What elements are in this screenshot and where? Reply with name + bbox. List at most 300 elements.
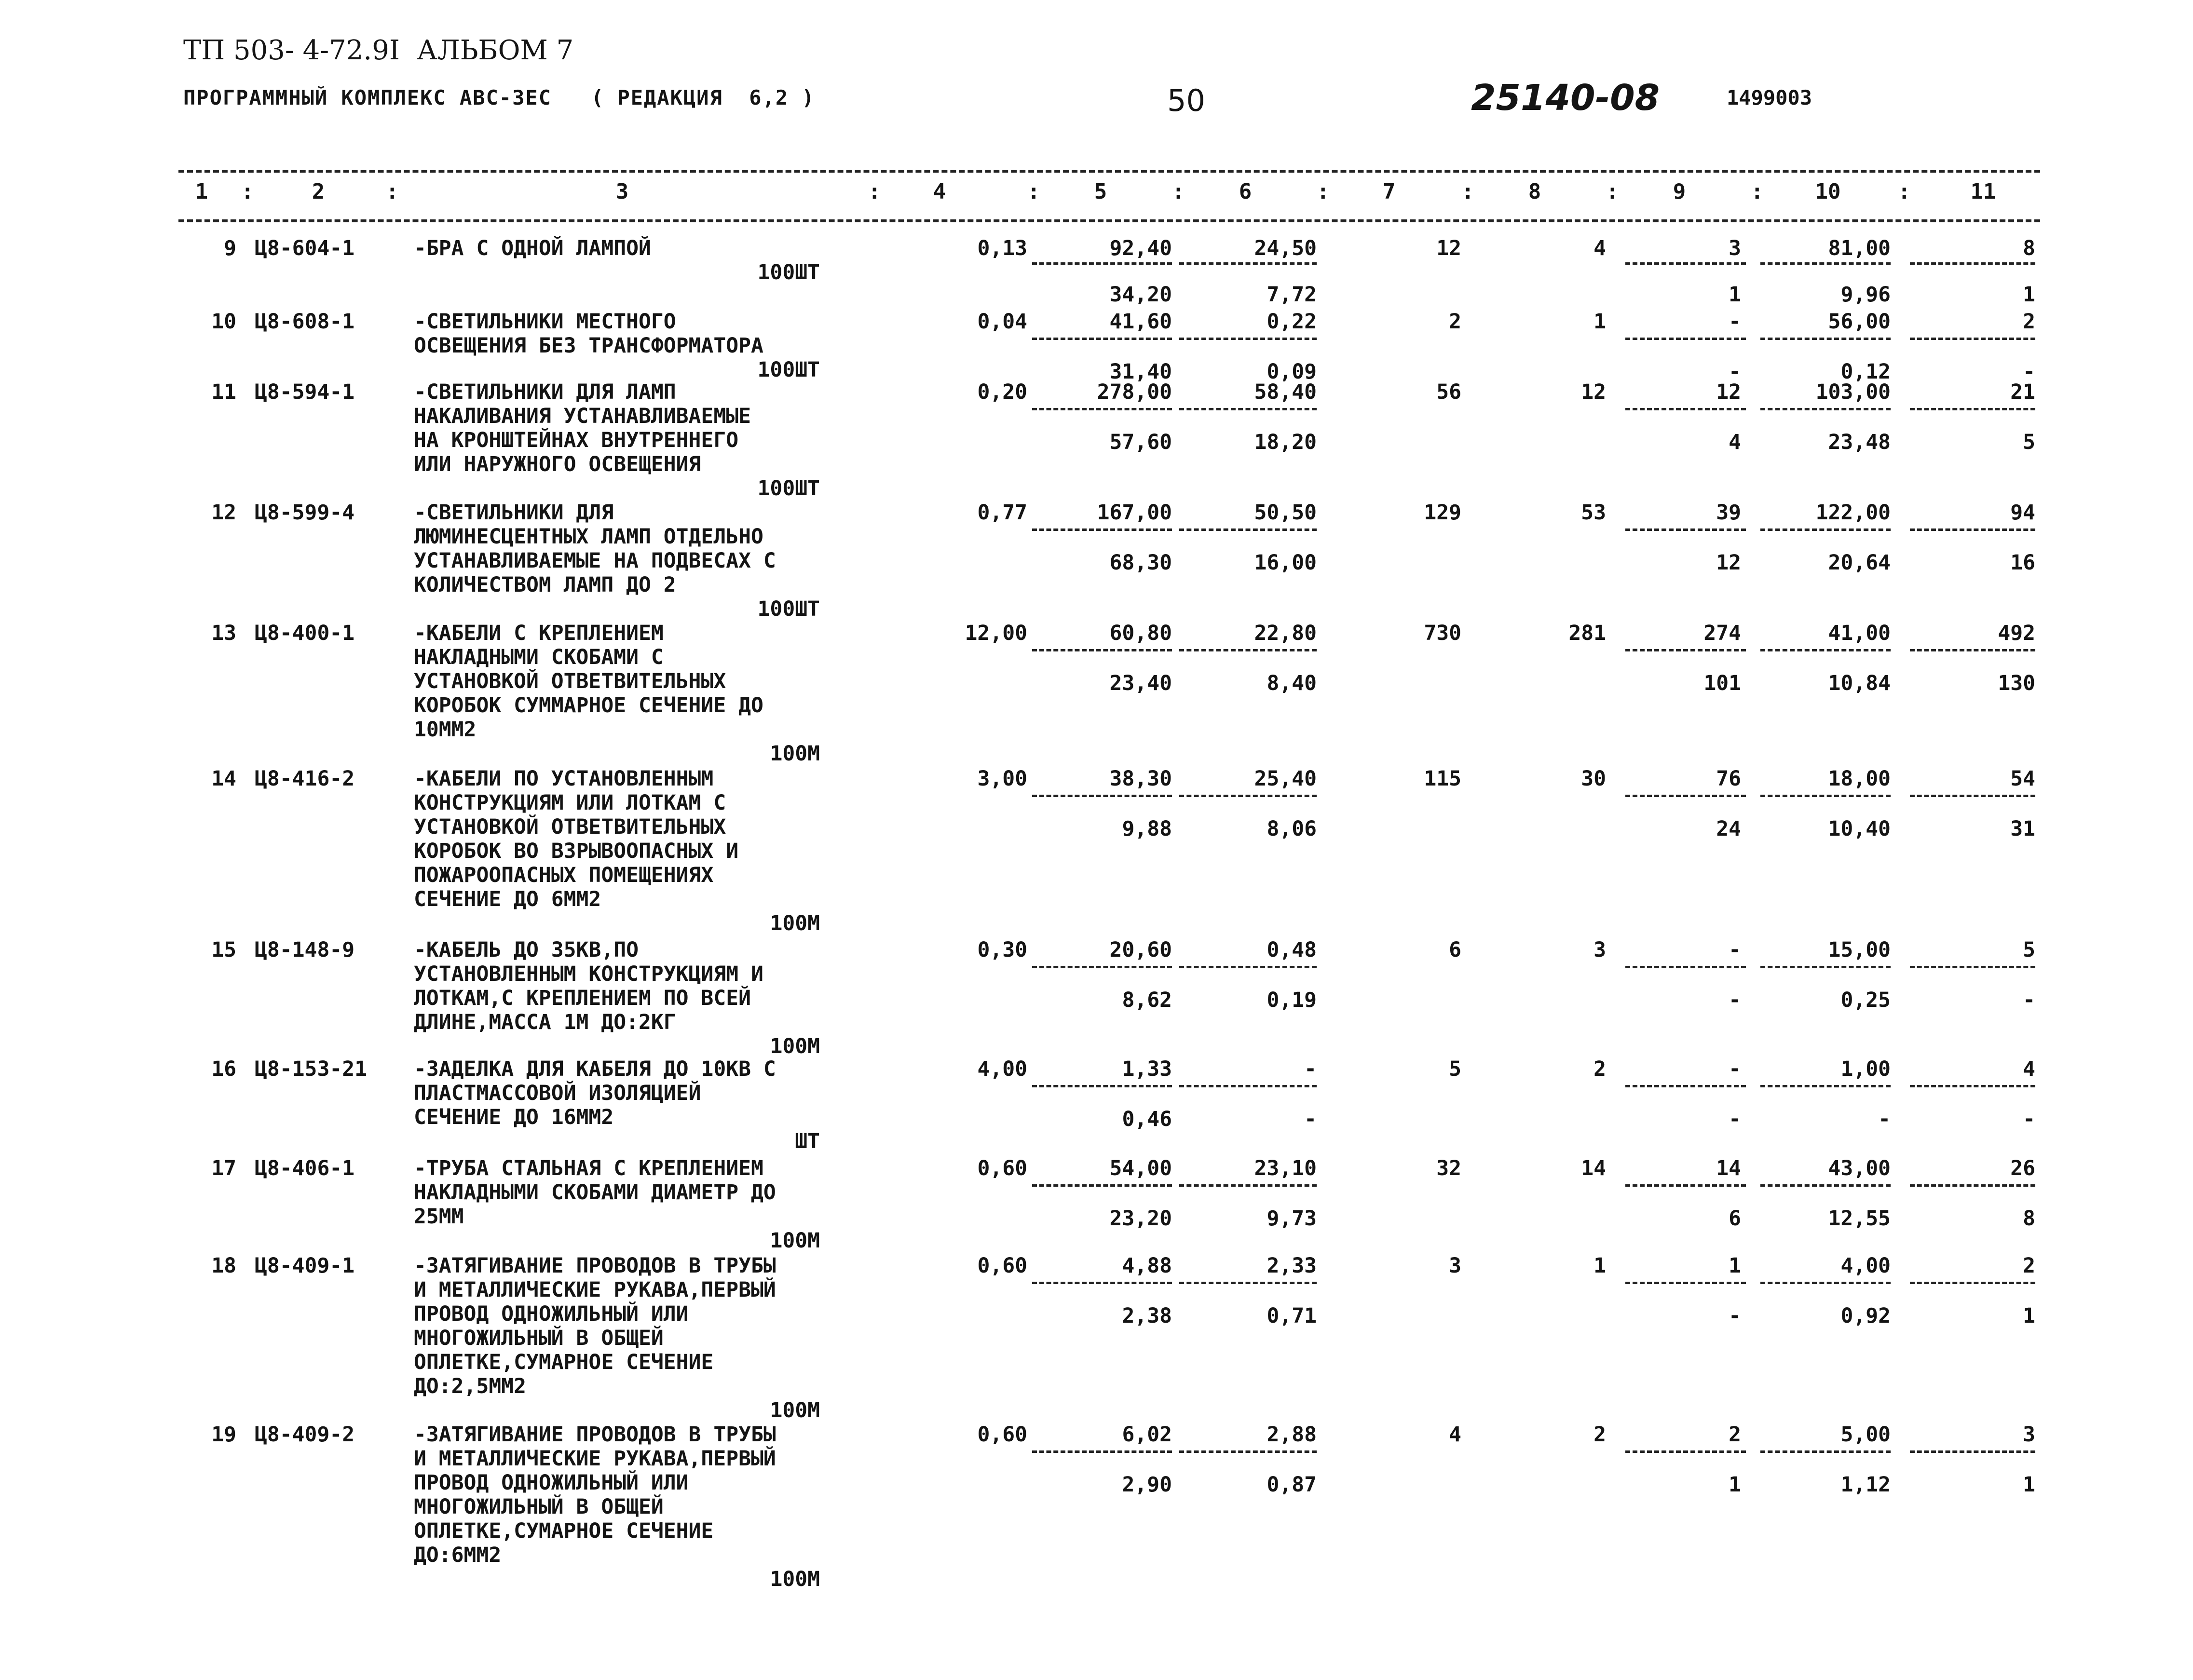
column-header: 1 (195, 179, 208, 204)
unit-cost-labor: 0,46 (1122, 1107, 1172, 1131)
total-cost: 4 (1449, 1423, 1461, 1447)
sub-rule (1032, 795, 1172, 797)
column-header: 4 (933, 179, 946, 204)
unit-cost-operators: 0,87 (1267, 1473, 1317, 1497)
sub-rule (1760, 338, 1891, 340)
labor-total: 54 (2010, 767, 2035, 791)
description-line: -СВЕТИЛЬНИКИ ДЛЯ (414, 501, 614, 525)
unit-cost-total: 278,00 (1097, 380, 1172, 404)
total-cost: 56 (1436, 380, 1461, 404)
sub-rule (1760, 1184, 1891, 1187)
labor-total-operators: 31 (2010, 817, 2035, 841)
sub-rule (1032, 1085, 1172, 1087)
row-number: 13 (211, 621, 236, 645)
unit-of-measure: 100М (770, 1034, 820, 1058)
description-line: УСТАНАВЛИВАЕМЫЕ НА ПОДВЕСАХ С (414, 549, 776, 573)
quantity: 0,04 (977, 310, 1027, 334)
sub-rule (1760, 795, 1891, 797)
description-line: ОПЛЕТКЕ,СУМАРНОЕ СЕЧЕНИЕ (414, 1350, 714, 1374)
rate-code: Ц8-400-1 (255, 621, 355, 645)
column-separator: : (1751, 179, 1764, 204)
sub-rule (1910, 795, 2035, 797)
sub-rule (1910, 1085, 2035, 1087)
sub-rule (1910, 528, 2035, 531)
labor-total-operators: - (2023, 1107, 2035, 1131)
labor-total-operators: - (2023, 360, 2035, 384)
column-header: 2 (312, 179, 325, 204)
sub-rule (1760, 528, 1891, 531)
description-line: И МЕТАЛЛИЧЕСКИЕ РУКАВА,ПЕРВЫЙ (414, 1447, 776, 1471)
unit-of-measure: 100М (770, 742, 820, 766)
sub-rule (1910, 408, 2035, 410)
total-cost: 730 (1424, 621, 1461, 645)
description-line: -ЗАТЯГИВАНИЕ ПРОВОДОВ В ТРУБЫ (414, 1254, 776, 1278)
description-line: КОРОБОК СУММАРНОЕ СЕЧЕНИЕ ДО (414, 693, 763, 718)
labor-per-unit-operators: 23,48 (1828, 430, 1891, 454)
rate-code: Ц8-406-1 (255, 1156, 355, 1180)
description-line: КОНСТРУКЦИЯМ ИЛИ ЛОТКАМ С (414, 791, 726, 815)
description-line: ПРОВОД ОДНОЖИЛЬНЫЙ ИЛИ (414, 1471, 689, 1495)
description-line: ИЛИ НАРУЖНОГО ОСВЕЩЕНИЯ (414, 452, 701, 476)
unit-cost-labor: 8,62 (1122, 988, 1172, 1012)
description-line: МНОГОЖИЛЬНЫЙ В ОБЩЕЙ (414, 1326, 664, 1350)
operator-wages: - (1729, 988, 1741, 1012)
sub-rule (1625, 528, 1746, 531)
description-line: -БРА С ОДНОЙ ЛАМПОЙ (414, 236, 651, 260)
description-line: ДО:6ММ2 (414, 1543, 502, 1567)
machine-cost: 2 (1729, 1423, 1741, 1447)
description-line: -ЗАТЯГИВАНИЕ ПРОВОДОВ В ТРУБЫ (414, 1423, 776, 1447)
labor-total: 5 (2023, 938, 2035, 962)
unit-cost-machines: 24,50 (1254, 236, 1317, 260)
unit-cost-labor: 23,20 (1109, 1206, 1172, 1231)
sub-rule (1760, 408, 1891, 410)
labor-per-unit-operators: 10,40 (1828, 817, 1891, 841)
labor-per-unit: 4,00 (1840, 1254, 1891, 1278)
work-description (414, 380, 751, 476)
work-description (414, 310, 763, 358)
labor-per-unit: 43,00 (1828, 1156, 1891, 1180)
description-line: УСТАНОВКОЙ ОТВЕТВИТЕЛЬНЫХ (414, 669, 726, 693)
labor-per-unit-operators: 12,55 (1828, 1206, 1891, 1231)
labor-total: 3 (2023, 1423, 2035, 1447)
sub-rule (1179, 408, 1317, 410)
quantity: 0,30 (977, 938, 1027, 962)
unit-of-measure: ШТ (795, 1129, 820, 1153)
labor-wages: 14 (1581, 1156, 1606, 1180)
description-line: ЛЮМИНЕСЦЕНТНЫХ ЛАМП ОТДЕЛЬНО (414, 525, 763, 549)
sub-rule (1625, 1085, 1746, 1087)
description-line: УСТАНОВЛЕННЫМ КОНСТРУКЦИЯМ И (414, 962, 763, 986)
labor-total: 94 (2010, 501, 2035, 525)
sub-rule (1032, 649, 1172, 651)
sub-rule (1179, 966, 1317, 968)
labor-wages: 1 (1594, 1254, 1606, 1278)
labor-per-unit-operators: 0,92 (1840, 1304, 1891, 1328)
work-description (414, 1156, 776, 1229)
rate-code: Ц8-409-1 (255, 1254, 355, 1278)
machine-cost: - (1729, 938, 1741, 962)
sub-rule (1625, 338, 1746, 340)
unit-cost-operators: 0,71 (1267, 1304, 1317, 1328)
operator-wages: - (1729, 1304, 1741, 1328)
labor-total: 2 (2023, 310, 2035, 334)
row-number: 16 (211, 1057, 236, 1081)
unit-cost-machines: 23,10 (1254, 1156, 1317, 1180)
quantity: 0,13 (977, 236, 1027, 260)
work-description (414, 501, 776, 597)
description-line: ОПЛЕТКЕ,СУМАРНОЕ СЕЧЕНИЕ (414, 1519, 714, 1543)
unit-cost-operators: - (1304, 1107, 1317, 1131)
description-line: МНОГОЖИЛЬНЫЙ В ОБЩЕЙ (414, 1495, 664, 1519)
unit-of-measure: 100М (770, 1398, 820, 1423)
description-line: ЛОТКАМ,С КРЕПЛЕНИЕМ ПО ВСЕЙ (414, 986, 751, 1010)
sub-rule (1179, 1085, 1317, 1087)
labor-per-unit: 15,00 (1828, 938, 1891, 962)
row-number: 18 (211, 1254, 236, 1278)
description-line: -СВЕТИЛЬНИКИ МЕСТНОГО (414, 310, 676, 334)
rate-code: Ц8-153-21 (255, 1057, 367, 1081)
quantity: 12,00 (965, 621, 1027, 645)
unit-cost-operators: 9,73 (1267, 1206, 1317, 1231)
unit-cost-machines: 2,88 (1267, 1423, 1317, 1447)
work-description (414, 1057, 776, 1129)
labor-per-unit-operators: 1,12 (1840, 1473, 1891, 1497)
total-cost: 115 (1424, 767, 1461, 791)
description-line: ПЛАСТМАССОВОЙ ИЗОЛЯЦИЕЙ (414, 1081, 701, 1105)
labor-wages: 4 (1594, 236, 1606, 260)
unit-cost-machines: - (1304, 1057, 1317, 1081)
quantity: 3,00 (977, 767, 1027, 791)
description-line: КОЛИЧЕСТВОМ ЛАМП ДО 2 (414, 573, 676, 597)
sub-rule (1179, 262, 1317, 265)
total-cost: 5 (1449, 1057, 1461, 1081)
description-line: СЕЧЕНИЕ ДО 16ММ2 (414, 1105, 614, 1129)
row-number: 10 (211, 310, 236, 334)
unit-cost-operators: 0,19 (1267, 988, 1317, 1012)
unit-of-measure: 100М (770, 1229, 820, 1253)
row-number: 15 (211, 938, 236, 962)
rate-code: Ц8-599-4 (255, 501, 355, 525)
sub-rule (1179, 795, 1317, 797)
total-cost: 12 (1436, 236, 1461, 260)
machine-cost: 14 (1716, 1156, 1741, 1180)
labor-total-operators: 130 (1998, 671, 2035, 695)
operator-wages: - (1729, 360, 1741, 384)
unit-cost-labor: 57,60 (1109, 430, 1172, 454)
unit-cost-labor: 23,40 (1109, 671, 1172, 695)
labor-total: 4 (2023, 1057, 2035, 1081)
sub-rule (1032, 966, 1172, 968)
description-line: -ТРУБА СТАЛЬНАЯ С КРЕПЛЕНИЕМ (414, 1156, 763, 1180)
description-line: -ЗАДЕЛКА ДЛЯ КАБЕЛЯ ДО 10КВ С (414, 1057, 776, 1081)
description-line: НАКЛАДНЫМИ СКОБАМИ ДИАМЕТР ДО (414, 1180, 776, 1205)
unit-cost-total: 54,00 (1109, 1156, 1172, 1180)
total-cost: 6 (1449, 938, 1461, 962)
labor-per-unit-operators: 0,25 (1840, 988, 1891, 1012)
sub-rule (1179, 1282, 1317, 1284)
machine-cost: 76 (1716, 767, 1741, 791)
work-description (414, 1423, 776, 1567)
labor-total-operators: 1 (2023, 283, 2035, 307)
sub-rule (1179, 649, 1317, 651)
operator-wages: 24 (1716, 817, 1741, 841)
row-number: 9 (224, 236, 236, 260)
sub-rule (1625, 795, 1746, 797)
column-header: 5 (1094, 179, 1107, 204)
program-title: ПРОГРАММНЫЙ КОМПЛЕКС АВС-ЗЕС ( РЕДАКЦИЯ 6,2 ) (183, 86, 815, 109)
operator-wages: 6 (1729, 1206, 1741, 1231)
sub-rule (1910, 1450, 2035, 1453)
description-line: ДО:2,5ММ2 (414, 1374, 526, 1398)
unit-cost-total: 92,40 (1109, 236, 1172, 260)
unit-cost-labor: 31,40 (1109, 360, 1172, 384)
unit-cost-labor: 68,30 (1109, 551, 1172, 575)
page-number: 50 (1167, 83, 1205, 118)
quantity: 0,60 (977, 1156, 1027, 1180)
sub-rule (1625, 262, 1746, 265)
total-cost: 2 (1449, 310, 1461, 334)
row-number: 19 (211, 1423, 236, 1447)
row-number: 14 (211, 767, 236, 791)
unit-cost-total: 41,60 (1109, 310, 1172, 334)
album-title: ТП 503- 4-72.9I АЛЬБОМ 7 (183, 35, 574, 66)
quantity: 4,00 (977, 1057, 1027, 1081)
operator-wages: 1 (1729, 1473, 1741, 1497)
column-header: 8 (1528, 179, 1541, 204)
unit-cost-machines: 0,22 (1267, 310, 1317, 334)
unit-of-measure: 100М (770, 911, 820, 935)
unit-of-measure: 100ШТ (757, 597, 820, 621)
labor-total-operators: 1 (2023, 1304, 2035, 1328)
description-line: НАКЛАДНЫМИ СКОБАМИ С (414, 645, 664, 669)
description-line: -КАБЕЛИ С КРЕПЛЕНИЕМ (414, 621, 664, 645)
machine-cost: 1 (1729, 1254, 1741, 1278)
sub-rule (1179, 528, 1317, 531)
description-line: -СВЕТИЛЬНИКИ ДЛЯ ЛАМП (414, 380, 676, 404)
labor-total: 21 (2010, 380, 2035, 404)
quantity: 0,20 (977, 380, 1027, 404)
sub-rule (1760, 966, 1891, 968)
machine-cost: 12 (1716, 380, 1741, 404)
description-line: ДЛИНЕ,МАССА 1М ДО:2КГ (414, 1010, 676, 1034)
labor-wages: 2 (1594, 1423, 1606, 1447)
sub-rule (1760, 1282, 1891, 1284)
sub-rule (1179, 1184, 1317, 1187)
sub-rule (1910, 649, 2035, 651)
document-stamp: 25140-08 (1471, 77, 1660, 119)
sub-rule (1625, 649, 1746, 651)
column-separator: : (1172, 179, 1185, 204)
unit-cost-labor: 34,20 (1109, 283, 1172, 307)
row-number: 11 (211, 380, 236, 404)
rate-code: Ц8-604-1 (255, 236, 355, 260)
column-separator: : (1898, 179, 1911, 204)
sub-rule (1625, 1450, 1746, 1453)
description-line: КОРОБОК ВО ВЗРЫВООПАСНЫХ И (414, 839, 739, 863)
operator-wages: 4 (1729, 430, 1741, 454)
unit-cost-operators: 16,00 (1254, 551, 1317, 575)
column-separator: : (868, 179, 881, 204)
unit-cost-labor: 9,88 (1122, 817, 1172, 841)
sub-rule (1032, 1450, 1172, 1453)
column-header: 7 (1382, 179, 1396, 204)
work-description (414, 938, 763, 1034)
rate-code: Ц8-594-1 (255, 380, 355, 404)
unit-cost-total: 1,33 (1122, 1057, 1172, 1081)
labor-wages: 2 (1594, 1057, 1606, 1081)
sub-rule (1760, 1450, 1891, 1453)
rate-code: Ц8-409-2 (255, 1423, 355, 1447)
description-line: -КАБЕЛЬ ДО 35КВ,ПО (414, 938, 639, 962)
machine-cost: 3 (1729, 236, 1741, 260)
labor-per-unit: 56,00 (1828, 310, 1891, 334)
labor-total-operators: - (2023, 988, 2035, 1012)
quantity: 0,60 (977, 1423, 1027, 1447)
row-number: 12 (211, 501, 236, 525)
column-header: 10 (1815, 179, 1841, 204)
sub-rule (1179, 338, 1317, 340)
sub-rule (1760, 649, 1891, 651)
labor-wages: 3 (1594, 938, 1606, 962)
description-line: 10ММ2 (414, 718, 477, 742)
unit-of-measure: 100ШТ (757, 358, 820, 382)
sub-rule (1032, 408, 1172, 410)
rate-code: Ц8-608-1 (255, 310, 355, 334)
labor-per-unit-operators: - (1878, 1107, 1891, 1131)
unit-cost-machines: 58,40 (1254, 380, 1317, 404)
unit-cost-total: 60,80 (1109, 621, 1172, 645)
labor-wages: 53 (1581, 501, 1606, 525)
labor-per-unit: 41,00 (1828, 621, 1891, 645)
labor-wages: 1 (1594, 310, 1606, 334)
column-header: 9 (1673, 179, 1686, 204)
description-line: ПОЖАРООПАСНЫХ ПОМЕЩЕНИЯХ (414, 863, 714, 887)
unit-cost-machines: 22,80 (1254, 621, 1317, 645)
unit-cost-labor: 2,90 (1122, 1473, 1172, 1497)
sub-rule (1910, 966, 2035, 968)
unit-cost-machines: 0,48 (1267, 938, 1317, 962)
sub-rule (1760, 262, 1891, 265)
labor-per-unit: 18,00 (1828, 767, 1891, 791)
labor-total-operators: 16 (2010, 551, 2035, 575)
labor-total-operators: 1 (2023, 1473, 2035, 1497)
sub-rule (1625, 966, 1746, 968)
machine-cost: - (1729, 310, 1741, 334)
description-line: И МЕТАЛЛИЧЕСКИЕ РУКАВА,ПЕРВЫЙ (414, 1278, 776, 1302)
quantity: 0,60 (977, 1254, 1027, 1278)
operator-wages: 12 (1716, 551, 1741, 575)
column-separator: : (1461, 179, 1474, 204)
sub-rule (1910, 1184, 2035, 1187)
labor-per-unit: 103,00 (1815, 380, 1891, 404)
work-description (414, 236, 651, 260)
unit-cost-operators: 18,20 (1254, 430, 1317, 454)
sub-rule (1032, 1184, 1172, 1187)
machine-cost: 39 (1716, 501, 1741, 525)
work-description (414, 767, 738, 911)
labor-total: 8 (2023, 236, 2035, 260)
labor-total: 26 (2010, 1156, 2035, 1180)
description-line: ПРОВОД ОДНОЖИЛЬНЫЙ ИЛИ (414, 1302, 689, 1326)
quantity: 0,77 (977, 501, 1027, 525)
labor-per-unit: 122,00 (1815, 501, 1891, 525)
unit-of-measure: 100ШТ (757, 476, 820, 501)
description-line: -КАБЕЛИ ПО УСТАНОВЛЕННЫМ (414, 767, 714, 791)
labor-per-unit-operators: 20,64 (1828, 551, 1891, 575)
labor-wages: 12 (1581, 380, 1606, 404)
labor-total: 2 (2023, 1254, 2035, 1278)
sub-rule (1032, 262, 1172, 265)
description-line: УСТАНОВКОЙ ОТВЕТВИТЕЛЬНЫХ (414, 815, 726, 839)
labor-total: 492 (1998, 621, 2035, 645)
column-separator: : (1027, 179, 1040, 204)
unit-cost-labor: 2,38 (1122, 1304, 1172, 1328)
sub-rule (1625, 1184, 1746, 1187)
work-description (414, 621, 763, 742)
total-cost: 129 (1424, 501, 1461, 525)
column-separator: : (1317, 179, 1330, 204)
column-separator: : (386, 179, 399, 204)
sub-rule (1032, 338, 1172, 340)
machine-cost: 274 (1703, 621, 1741, 645)
operator-wages: 101 (1703, 671, 1741, 695)
unit-of-measure: 100ШТ (757, 260, 820, 285)
row-number: 17 (211, 1156, 236, 1180)
rate-code: Ц8-148-9 (255, 938, 355, 962)
labor-per-unit: 81,00 (1828, 236, 1891, 260)
column-header: 6 (1239, 179, 1252, 204)
unit-cost-total: 4,88 (1122, 1254, 1172, 1278)
unit-cost-total: 38,30 (1109, 767, 1172, 791)
unit-cost-total: 167,00 (1097, 501, 1172, 525)
labor-per-unit-operators: 9,96 (1840, 283, 1891, 307)
unit-cost-machines: 25,40 (1254, 767, 1317, 791)
unit-cost-operators: 7,72 (1267, 283, 1317, 307)
rate-code: Ц8-416-2 (255, 767, 355, 791)
labor-total-operators: 8 (2023, 1206, 2035, 1231)
unit-cost-total: 6,02 (1122, 1423, 1172, 1447)
sub-rule (1910, 338, 2035, 340)
labor-total-operators: 5 (2023, 430, 2035, 454)
operator-wages: 1 (1729, 283, 1741, 307)
total-cost: 32 (1436, 1156, 1461, 1180)
unit-cost-operators: 0,09 (1267, 360, 1317, 384)
unit-cost-machines: 2,33 (1267, 1254, 1317, 1278)
description-line: НА КРОНШТЕЙНАХ ВНУТРЕННЕГО (414, 428, 739, 452)
sub-rule (1625, 1282, 1746, 1284)
operator-wages: - (1729, 1107, 1741, 1131)
sub-rule (1910, 1282, 2035, 1284)
column-header: 11 (1970, 179, 1996, 204)
description-line: ОСВЕЩЕНИЯ БЕЗ ТРАНСФОРМАТОРА (414, 334, 763, 358)
labor-wages: 30 (1581, 767, 1606, 791)
column-separator: : (1606, 179, 1619, 204)
labor-per-unit: 1,00 (1840, 1057, 1891, 1081)
unit-cost-total: 20,60 (1109, 938, 1172, 962)
sub-rule (1910, 262, 2035, 265)
description-line: 25ММ (414, 1205, 464, 1229)
document-code: 1499003 (1727, 86, 1812, 109)
column-separator: : (241, 179, 254, 204)
labor-per-unit: 5,00 (1840, 1423, 1891, 1447)
sub-rule (1032, 528, 1172, 531)
unit-of-measure: 100М (770, 1567, 820, 1591)
unit-cost-operators: 8,06 (1267, 817, 1317, 841)
unit-cost-operators: 8,40 (1267, 671, 1317, 695)
machine-cost: - (1729, 1057, 1741, 1081)
description-line: НАКАЛИВАНИЯ УСТАНАВЛИВАЕМЫЕ (414, 404, 751, 428)
